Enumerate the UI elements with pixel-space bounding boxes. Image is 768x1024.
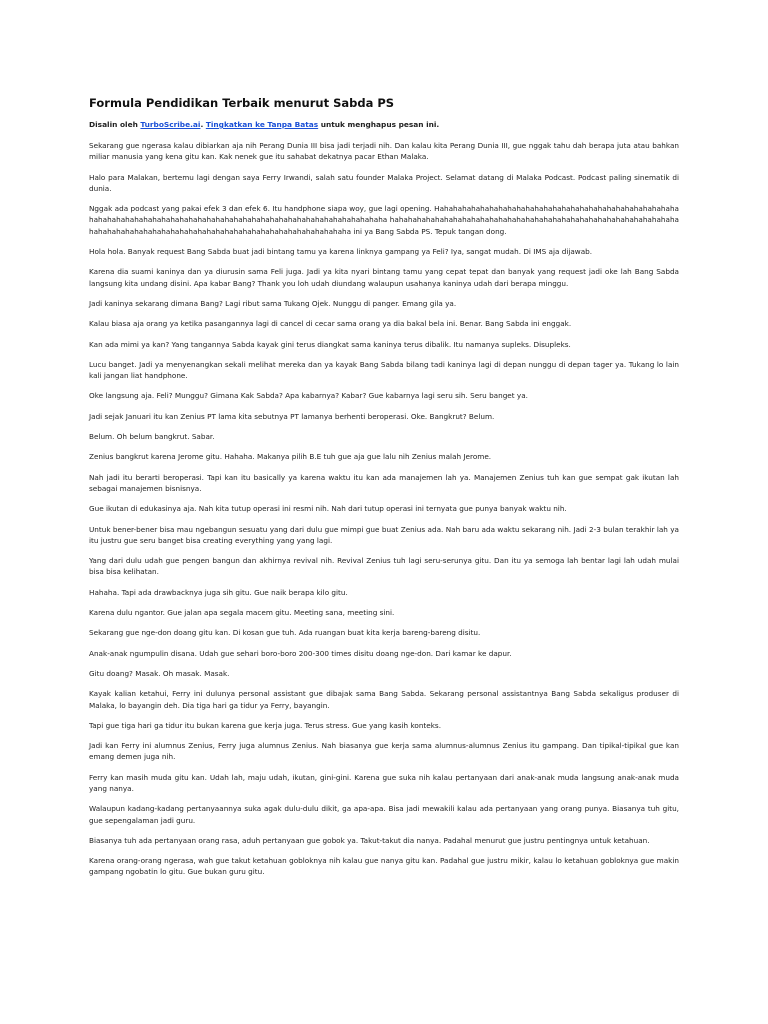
paragraph: Hahaha. Tapi ada drawbacknya juga sih gitu. Gue naik berapa kilo gitu. (89, 587, 348, 597)
paragraph: Tapi gue tiga hari ga tidur itu bukan karena gue kerja juga. Terus stress. Gue yang kasih konteks. (89, 720, 442, 730)
paragraph: Lucu banget. Jadi ya menyenangkan sekali melihat mereka dan ya kayak Bang Sabda bilang tadi kaninya lagi di depan nunggu di depan tager ya. Tukang lo lain kali jangan liat handphone. (89, 359, 679, 381)
paragraph: Hola hola. Banyak request Bang Sabda buat jadi bintang tamu ya karena linknya gampang ya Feli? Iya, sangat mudah. Di IMS aja dijawab. (89, 247, 593, 257)
paragraph: Karena orang-orang ngerasa, wah gue takut ketahuan gobloknya nih kalau gue nanya gitu kan. Padahal gue justru mikir, kalau lo ketahuan gobloknya gue makin gampang ngobatin lo gitu. Gue bukan guru gitu. (89, 856, 679, 877)
paragraph: Belum. Oh belum bangkrut. Sabar. (89, 432, 215, 442)
paragraph: Ferry kan masih muda gitu kan. Udah lah, maju udah, ikutan, gini-gini. Karena gue suka nih kalau pertanyaan dari anak-anak muda langsung anak-anak muda yang nanya. (89, 772, 679, 793)
turboscribe-link[interactable]: TurboScribe.ai (140, 120, 201, 129)
paragraph: Gitu doang? Masak. Oh masak. Masak. (89, 668, 230, 678)
notice-separator: . (200, 120, 206, 129)
notice-prefix: Disalin oleh (89, 120, 141, 129)
paragraph: Gue ikutan di edukasinya aja. Nah kita tutup operasi ini resmi nih. Nah dari tutup operasi ini ternyata gue punya banyak waktu nih. (89, 504, 567, 514)
paragraph: Jadi kaninya sekarang dimana Bang? Lagi ribut sama Tukang Ojek. Nunggu di panger. Emang gila ya. (89, 298, 457, 308)
paragraph: Yang dari dulu udah gue pengen bangun dan akhirnya revival nih. Revival Zenius tuh lagi seru-serunya gitu. Dan itu ya semoga lah bentar lagi lah udah mulai bisa bisa kelihatan. (89, 556, 679, 577)
paragraph: Biasanya tuh ada pertanyaan orang rasa, aduh pertanyaan gue gobok ya. Takut-takut dia nanya. Padahal menurut gue justru pentingnya untuk ketahuan. (89, 835, 650, 845)
paragraph: Oke langsung aja. Feli? Munggu? Gimana Kak Sabda? Apa kabarnya? Kabar? Gue kabarnya lagi seru sih. Seru banget ya. (89, 391, 528, 401)
paragraph: Walaupun kadang-kadang pertanyaannya suka agak dulu-dulu dikit, ga apa-apa. Bisa jadi mewakili kalau ada pertanyaan yang orang punya. Biasanya tuh gitu, gue sepengalaman jadi guru. (89, 804, 679, 825)
upgrade-link[interactable]: Tingkatkan ke Tanpa Batas (205, 120, 319, 129)
paragraph: Karena dulu ngantor. Gue jalan apa segala macem gitu. Meeting sana, meeting sini. (89, 608, 395, 618)
paragraph: Kalau biasa aja orang ya ketika pasangannya lagi di cancel di cecar sama orang ya dia bakal bela ini. Benar. Bang Sabda ini enggak. (89, 319, 572, 329)
paragraph: Halo para Malakan, bertemu lagi dengan saya Ferry Irwandi, salah satu founder Malaka Project. Selamat datang di Malaka Podcast. Podcast paling sinematik di dunia. (89, 172, 679, 193)
paragraph: Kan ada mimi ya kan? Yang tangannya Sabda kayak gini terus diangkat sama kaninya terus dibalik. Itu namanya supleks. Disupleks. (89, 339, 571, 349)
paragraph: Jadi sejak Januari itu kan Zenius PT lama kita sebutnya PT lamanya berhenti beroperasi. Oke. Bangkrut? Belum. (89, 411, 495, 421)
paragraph: Anak-anak ngumpulin disana. Udah gue sehari boro-boro 200-300 times disitu doang nge-don. Dari kamar ke dapur. (89, 648, 512, 658)
paragraph: Untuk bener-bener bisa mau ngebangun sesuatu yang dari dulu gue mimpi gue buat Zenius ada. Nah baru ada waktu sekarang nih. Jadi 2-3 bulan terakhir lah ya itu justru gue seru banget bisa creating everything yang yang lagi. (89, 524, 679, 545)
transcription-notice (89, 119, 679, 130)
paragraph: Nah jadi itu berarti beroperasi. Tapi kan itu basically ya karena waktu itu kan ada manajemen lah ya. Manajemen Zenius tuh kan gue sempat gak ikutan lah sebagai manajemen bisnisnya. (89, 472, 679, 493)
paragraph: Kayak kalian ketahui, Ferry ini dulunya personal assistant gue dibajak sama Bang Sabda. Sekarang personal assistantnya Bang Sabda sekaligus produser di Malaka, lo bayangin deh. Dia tiga hari ga tidur ya Ferry, bayangin. (89, 689, 679, 710)
paragraph: Nggak ada podcast yang pakai efek 3 dan efek 6. Itu handphone siapa woy, gue lagi opening. Hahahahahahahahahahahahahahahahahahahahahahahahahahahahahahahahahahahahahahahahahahahahahahahahahahahahahahahahahahahaha hahahahahahahahahahahahahahahahahahahahahahahahahahahahahahahahahahahahahahahahahahahahahahahahahahahahahahahahahahahahaha ini ya Bang Sabda PS. Tepuk tangan dong. (89, 204, 679, 236)
paragraph: Sekarang gue ngerasa kalau dibiarkan aja nih Perang Dunia III bisa jadi terjadi nih. Dan kalau kita Perang Dunia III, gue nggak tahu dah berapa juta atau bahkan miliar manusia yang kena gitu kan. Kak nenek gue itu sahabat dekatnya pacar Ethan Malaka. (89, 141, 679, 162)
document-title: Formula Pendidikan Terbaik menurut Sabda PS (89, 96, 395, 110)
paragraph: Karena dia suami kaninya dan ya diurusin sama Feli juga. Jadi ya kita nyari bintang tamu yang cepat tepat dan banyak yang request jadi oke lah Bang Sabda langsung kita undang disini. Apa kabar Bang? Thank you loh udah diundang walaupun usahanya kaninya udah dari berapa minggu. (89, 267, 679, 288)
paragraph: Jadi kan Ferry ini alumnus Zenius, Ferry juga alumnus Zenius. Nah biasanya gue kerja sama alumnus-alumnus Zenius itu gampang. Dan tipikal-tipikal gue kan emang demen juga nih. (89, 741, 679, 762)
paragraph: Zenius bangkrut karena Jerome gitu. Hahaha. Makanya pilih B.E tuh gue aja gue lalu nih Zenius malah Jerome. (89, 452, 492, 462)
notice-suffix: untuk menghapus pesan ini. (318, 120, 440, 129)
paragraph: Sekarang gue nge-don doang gitu kan. Di kosan gue tuh. Ada ruangan buat kita kerja bareng-bareng disitu. (89, 628, 481, 638)
transcript-body (89, 140, 679, 878)
